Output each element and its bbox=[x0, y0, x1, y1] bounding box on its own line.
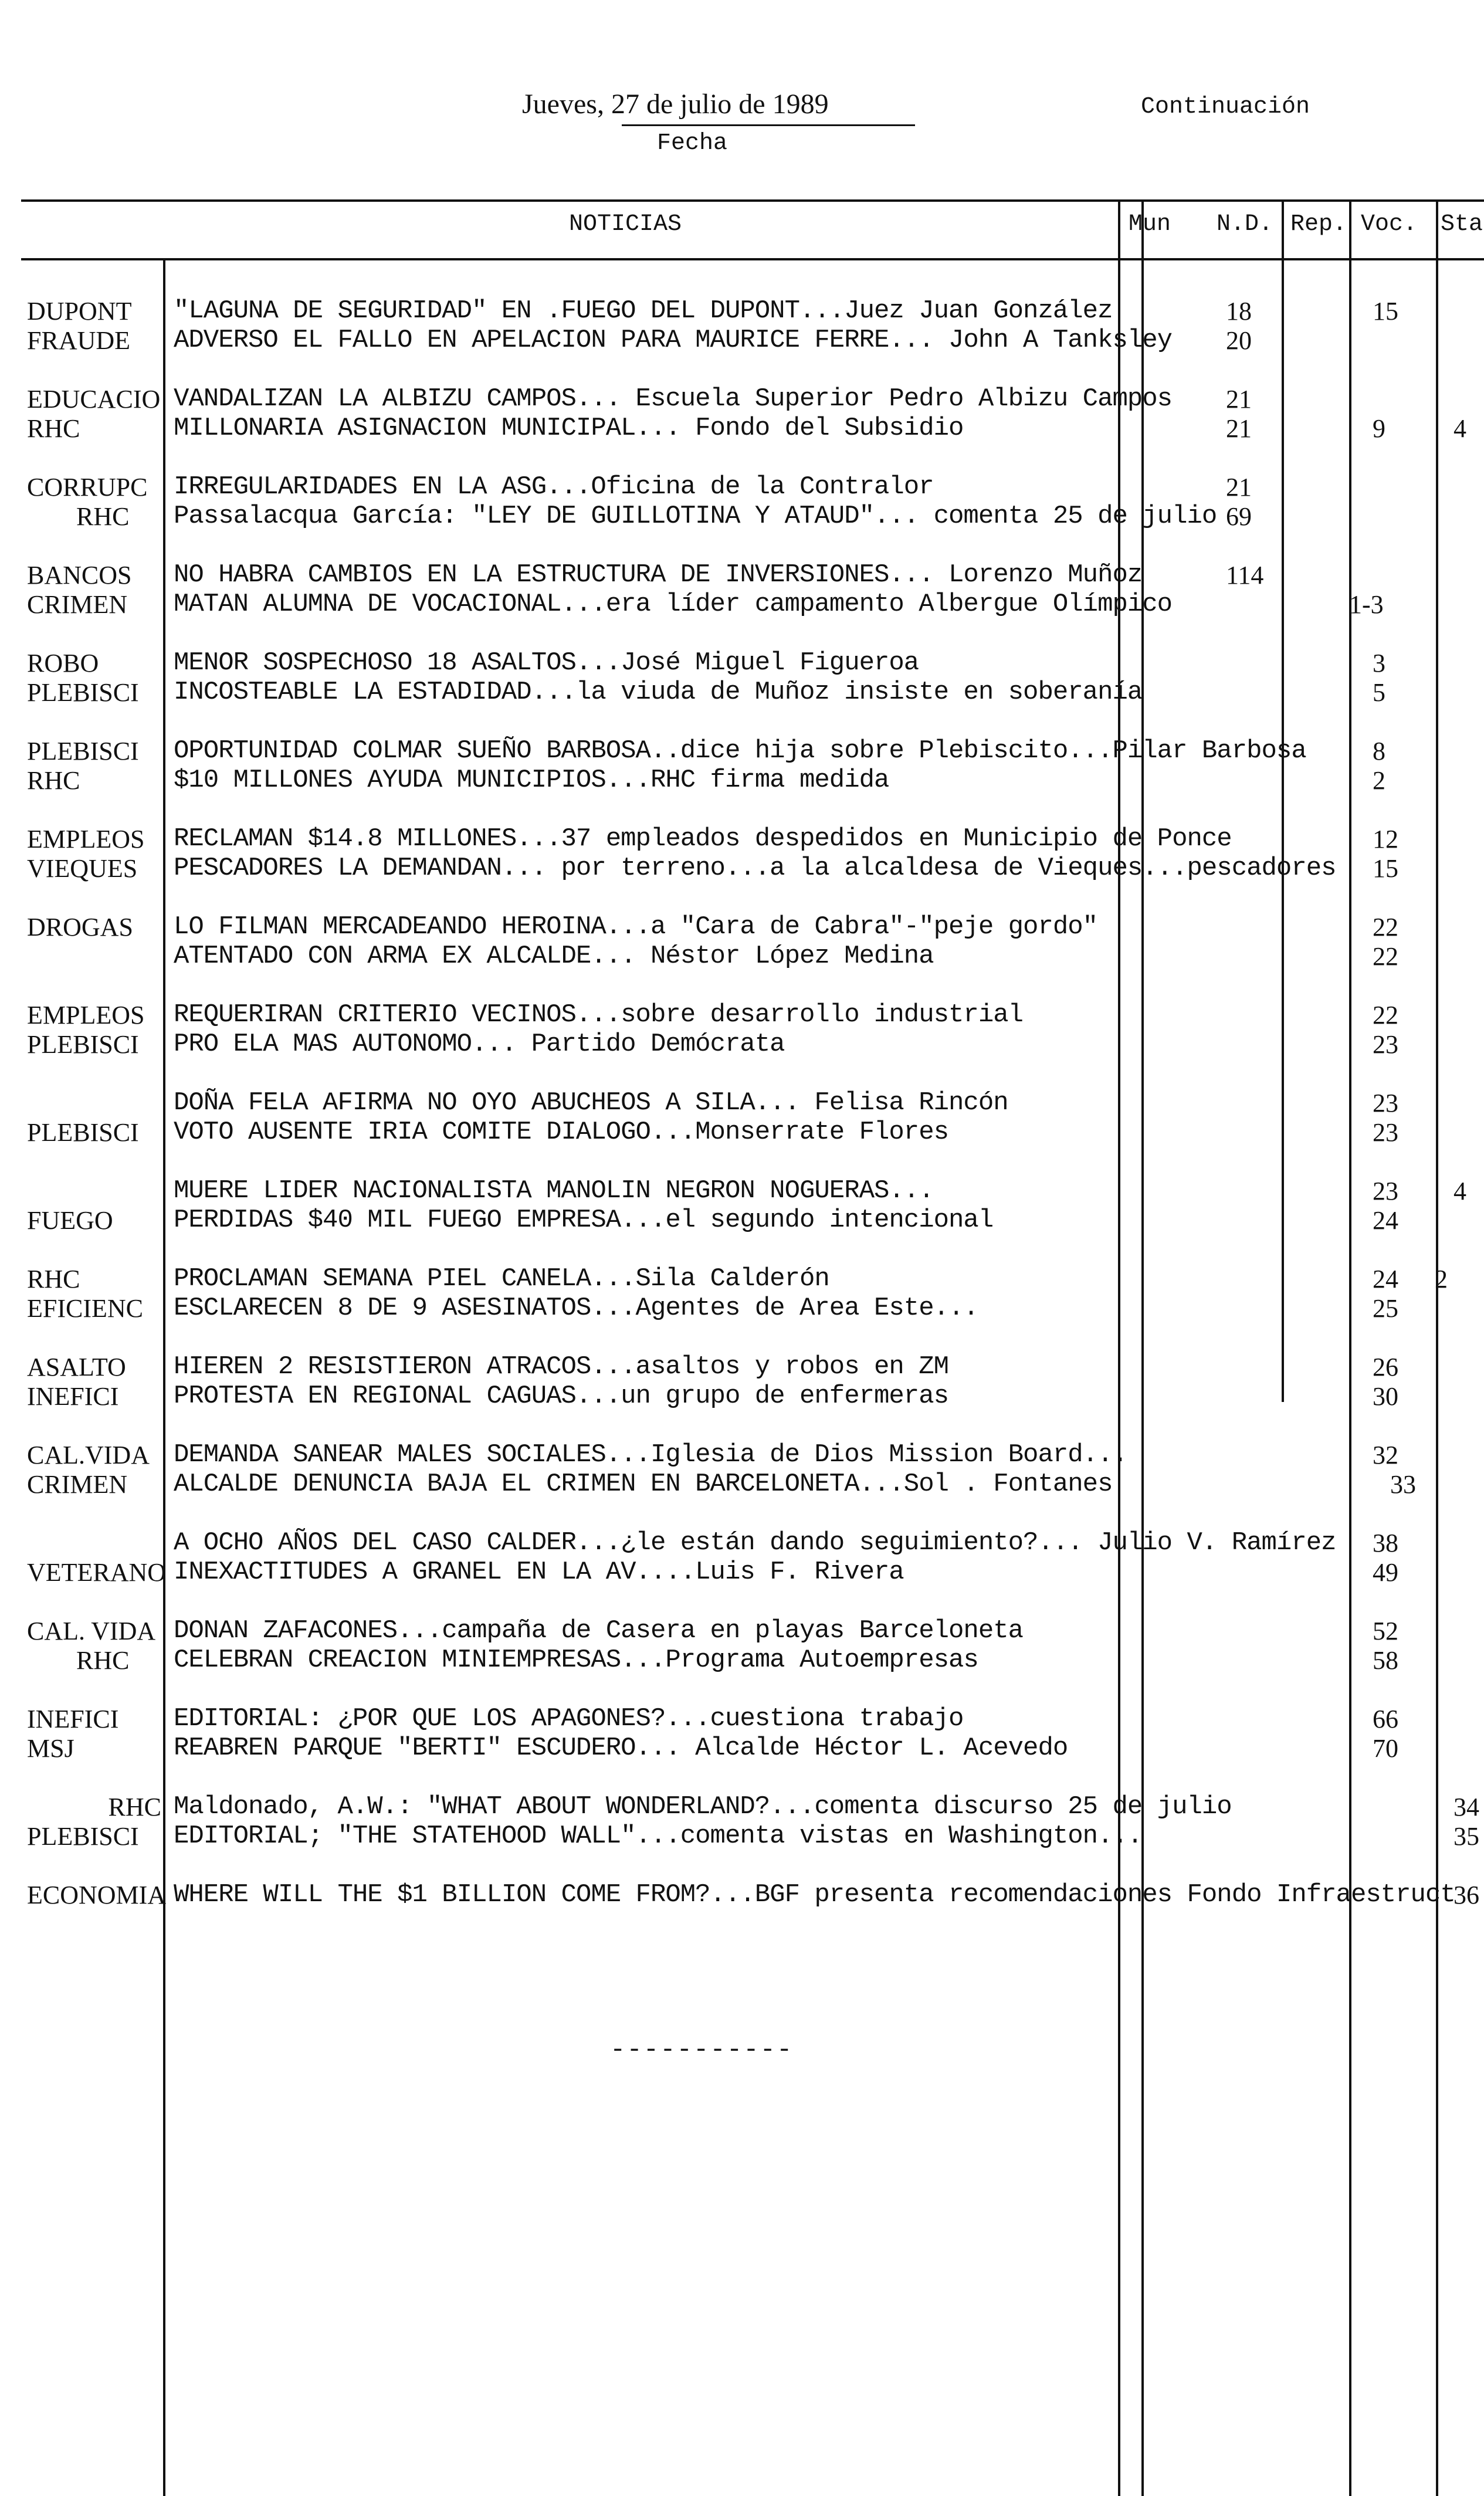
headline-text: REABREN PARQUE "BERTI" ESCUDERO... Alcalde Héctor L. Acevedo bbox=[174, 1733, 1068, 1763]
subject-tag: CRIMEN bbox=[27, 590, 128, 619]
subject-tag: FUEGO bbox=[27, 1206, 113, 1235]
table-row bbox=[0, 1352, 1484, 1381]
table-row bbox=[0, 1088, 1484, 1117]
subject-tag: PLEBISCI bbox=[27, 678, 139, 707]
nd-page: 21 bbox=[1226, 473, 1252, 502]
headline-text: WHERE WILL THE $1 BILLION COME FROM?...BGF presenta recomendaciones Fondo Infraestruct bbox=[174, 1880, 1455, 1909]
headline-text: PESCADORES LA DEMANDAN... por terreno...a la alcaldesa de Vieques...pescadores bbox=[174, 854, 1336, 883]
subject-tag: DUPONT bbox=[27, 297, 132, 326]
subject-tag: DROGAS bbox=[27, 913, 133, 941]
headline-text: ATENTADO CON ARMA EX ALCALDE... Néstor López Medina bbox=[174, 941, 934, 971]
table-top-rule bbox=[21, 199, 1484, 202]
voc-page: 23 bbox=[1373, 1177, 1398, 1205]
headline-text: VANDALIZAN LA ALBIZU CAMPOS... Escuela Superior Pedro Albizu Campos bbox=[174, 384, 1173, 414]
voc-page: 52 bbox=[1373, 1617, 1398, 1645]
headline-text: MATAN ALUMNA DE VOCACIONAL...era líder campamento Albergue Olímpico bbox=[174, 590, 1173, 619]
sta-page: 4 bbox=[1453, 414, 1466, 443]
table-row bbox=[0, 1704, 1484, 1733]
date-heading: Jueves, 27 de julio de 1989 bbox=[522, 89, 829, 120]
table-row bbox=[0, 1616, 1484, 1645]
table-row bbox=[0, 1117, 1484, 1147]
subject-tag: INEFICI bbox=[27, 1382, 119, 1411]
subject-tag: EDUCACIO bbox=[27, 385, 161, 414]
subject-tag: ASALTO bbox=[27, 1353, 126, 1381]
subject-tag: ROBO bbox=[27, 649, 99, 678]
nd-page: 114 bbox=[1226, 561, 1264, 590]
subject-tag: VIEQUES bbox=[27, 854, 138, 883]
headline-text: LO FILMAN MERCADEANDO HEROINA...a "Cara de Cabra"-"peje gordo" bbox=[174, 912, 1098, 941]
column-divider-mun-right bbox=[1141, 199, 1144, 2496]
table-row bbox=[0, 678, 1484, 707]
voc-page: 32 bbox=[1373, 1441, 1398, 1469]
voc-page: 12 bbox=[1373, 825, 1398, 854]
table-row bbox=[0, 1528, 1484, 1557]
column-header-noticias: NOTICIAS bbox=[569, 211, 682, 238]
date-underline bbox=[622, 124, 915, 126]
voc-page: 38 bbox=[1373, 1529, 1398, 1557]
subject-tag: CORRUPC bbox=[27, 473, 148, 502]
sta-page: 34 bbox=[1453, 1793, 1479, 1821]
table-row bbox=[0, 912, 1484, 941]
table-row bbox=[0, 824, 1484, 854]
table-row bbox=[0, 1440, 1484, 1469]
subject-tag: EMPLEOS bbox=[27, 1001, 145, 1029]
end-dashes: ----------- bbox=[610, 2036, 794, 2065]
table-row bbox=[0, 560, 1484, 590]
table-row bbox=[0, 1000, 1484, 1029]
voc-page: 23 bbox=[1373, 1030, 1398, 1059]
headline-text: MUERE LIDER NACIONALISTA MANOLIN NEGRON NOGUERAS... bbox=[174, 1176, 934, 1205]
table-row bbox=[0, 590, 1484, 619]
subject-tag: VETERANO bbox=[27, 1558, 167, 1587]
table-row bbox=[0, 1821, 1484, 1851]
nd-page: 69 bbox=[1226, 502, 1252, 531]
sta-page: 2 bbox=[1435, 1265, 1448, 1293]
headline-text: Maldonado, A.W.: "WHAT ABOUT WONDERLAND?...comenta discurso 25 de julio bbox=[174, 1792, 1232, 1821]
subject-tag: PLEBISCI bbox=[27, 1118, 139, 1147]
voc-page: 22 bbox=[1373, 1001, 1398, 1029]
voc-page: 25 bbox=[1373, 1294, 1398, 1323]
voc-page: 58 bbox=[1373, 1646, 1398, 1675]
voc-page: 15 bbox=[1373, 297, 1398, 326]
headline-text: PRO ELA MAS AUTONOMO... Partido Demócrata bbox=[174, 1029, 785, 1059]
table-row bbox=[0, 414, 1484, 443]
voc-page: 23 bbox=[1373, 1118, 1398, 1147]
subject-tag: RHC bbox=[27, 1265, 80, 1293]
subject-tag: RHC bbox=[76, 502, 130, 531]
table-header-rule bbox=[21, 258, 1484, 260]
headline-text: VOTO AUSENTE IRIA COMITE DIALOGO...Monserrate Flores bbox=[174, 1117, 949, 1147]
subject-tag: ECONOMIA bbox=[27, 1881, 167, 1909]
headline-text: INEXACTITUDES A GRANEL EN LA AV....Luis F. Rivera bbox=[174, 1557, 904, 1587]
voc-page: 22 bbox=[1373, 942, 1398, 971]
headline-text: DEMANDA SANEAR MALES SOCIALES...Iglesia de Dios Mission Board... bbox=[174, 1440, 1127, 1469]
voc-page: 24 bbox=[1373, 1265, 1398, 1293]
table-row bbox=[0, 472, 1484, 502]
nd-page: 21 bbox=[1226, 414, 1252, 443]
table-row bbox=[0, 1029, 1484, 1059]
table-row bbox=[0, 1264, 1484, 1293]
table-row bbox=[0, 1469, 1484, 1499]
voc-page: 9 bbox=[1373, 414, 1385, 443]
table-row bbox=[0, 296, 1484, 326]
headline-text: PROCLAMAN SEMANA PIEL CANELA...Sila Calderón bbox=[174, 1264, 829, 1293]
subject-tag: PLEBISCI bbox=[27, 1030, 139, 1059]
table-row bbox=[0, 766, 1484, 795]
headline-text: NO HABRA CAMBIOS EN LA ESTRUCTURA DE INVERSIONES... Lorenzo Muñoz bbox=[174, 560, 1143, 590]
sta-page: 4 bbox=[1453, 1177, 1466, 1205]
subject-tag: RHC bbox=[108, 1793, 161, 1821]
subject-tag: PLEBISCI bbox=[27, 1822, 139, 1851]
subject-tag: RHC bbox=[27, 766, 80, 795]
voc-page: 22 bbox=[1373, 913, 1398, 941]
headline-text: PROTESTA EN REGIONAL CAGUAS...un grupo de enfermeras bbox=[174, 1381, 949, 1411]
subject-tag: CAL.VIDA bbox=[27, 1441, 150, 1469]
voc-page: 33 bbox=[1390, 1470, 1416, 1499]
sta-page: 35 bbox=[1453, 1822, 1479, 1851]
continuation-label: Continuación bbox=[1141, 94, 1310, 120]
subject-tag: EMPLEOS bbox=[27, 825, 145, 854]
headline-text: REQUERIRAN CRITERIO VECINOS...sobre desarrollo industrial bbox=[174, 1000, 1024, 1029]
voc-page: 8 bbox=[1373, 737, 1385, 766]
subject-tag: FRAUDE bbox=[27, 326, 131, 355]
voc-page: 30 bbox=[1373, 1382, 1398, 1411]
headline-text: Passalacqua García: "LEY DE GUILLOTINA Y ATAUD"... comenta 25 de julio bbox=[174, 502, 1217, 531]
headline-text: HIEREN 2 RESISTIERON ATRACOS...asaltos y robos en ZM bbox=[174, 1352, 949, 1381]
subject-tag: CAL. VIDA bbox=[27, 1617, 156, 1645]
table-row bbox=[0, 1792, 1484, 1821]
headline-text: "LAGUNA DE SEGURIDAD" EN .FUEGO DEL DUPONT...Juez Juan González bbox=[174, 296, 1113, 326]
headline-text: $10 MILLONES AYUDA MUNICIPIOS...RHC firma medida bbox=[174, 766, 889, 795]
column-divider-rep bbox=[1349, 199, 1351, 2496]
table-row bbox=[0, 1645, 1484, 1675]
table-row bbox=[0, 1205, 1484, 1235]
headline-text: DOÑA FELA AFIRMA NO OYO ABUCHEOS A SILA... Felisa Rincón bbox=[174, 1088, 1008, 1117]
voc-page: 23 bbox=[1373, 1089, 1398, 1117]
voc-page: 3 bbox=[1373, 649, 1385, 678]
headline-text: A OCHO AÑOS DEL CASO CALDER...¿le están dando seguimiento?... Julio V. Ramírez bbox=[174, 1528, 1336, 1557]
subject-tag: PLEBISCI bbox=[27, 737, 139, 766]
headline-text: ESCLARECEN 8 DE 9 ASESINATOS...Agentes de Area Este... bbox=[174, 1293, 978, 1323]
headline-text: EDITORIAL; "THE STATEHOOD WALL"...comenta vistas en Washington... bbox=[174, 1821, 1143, 1851]
voc-page: 26 bbox=[1373, 1353, 1398, 1381]
table-row bbox=[0, 854, 1484, 883]
subject-tag: RHC bbox=[76, 1646, 130, 1675]
table-row bbox=[0, 648, 1484, 678]
headline-text: DONAN ZAFACONES...campaña de Casera en playas Barceloneta bbox=[174, 1616, 1024, 1645]
voc-page: 66 bbox=[1373, 1705, 1398, 1733]
voc-page: 1-3 bbox=[1349, 590, 1384, 619]
subject-tag: EFICIENC bbox=[27, 1294, 143, 1323]
subject-tag: MSJ bbox=[27, 1734, 74, 1763]
column-header-rep: Rep. bbox=[1290, 211, 1347, 238]
nd-page: 18 bbox=[1226, 297, 1252, 326]
column-header-sta: Sta bbox=[1441, 211, 1483, 238]
headline-text: CELEBRAN CREACION MINIEMPRESAS...Programa Autoempresas bbox=[174, 1645, 978, 1675]
headline-text: MILLONARIA ASIGNACION MUNICIPAL... Fondo del Subsidio bbox=[174, 414, 964, 443]
headline-text: OPORTUNIDAD COLMAR SUEÑO BARBOSA..dice hija sobre Plebiscito...Pilar Barbosa bbox=[174, 736, 1306, 766]
sta-page: 36 bbox=[1453, 1881, 1479, 1909]
table-row bbox=[0, 1381, 1484, 1411]
table-row bbox=[0, 326, 1484, 355]
column-divider-voc bbox=[1436, 199, 1438, 2496]
voc-page: 15 bbox=[1373, 854, 1398, 883]
subject-tag: BANCOS bbox=[27, 561, 132, 590]
headline-text: RECLAMAN $14.8 MILLONES...37 empleados despedidos en Municipio de Ponce bbox=[174, 824, 1232, 854]
column-header-nd: N.D. bbox=[1217, 211, 1273, 238]
headline-text: INCOSTEABLE LA ESTADIDAD...la viuda de Muñoz insiste en soberanía bbox=[174, 678, 1143, 707]
voc-page: 24 bbox=[1373, 1206, 1398, 1235]
table-row bbox=[0, 384, 1484, 414]
headline-text: EDITORIAL: ¿POR QUE LOS APAGONES?...cuestiona trabajo bbox=[174, 1704, 964, 1733]
date-label: Fecha bbox=[657, 130, 728, 157]
table-row bbox=[0, 1733, 1484, 1763]
table-row bbox=[0, 502, 1484, 531]
headline-text: PERDIDAS $40 MIL FUEGO EMPRESA...el segundo intencional bbox=[174, 1205, 994, 1235]
voc-page: 49 bbox=[1373, 1558, 1398, 1587]
nd-page: 20 bbox=[1226, 326, 1252, 355]
table-row bbox=[0, 1176, 1484, 1205]
subject-tag: INEFICI bbox=[27, 1705, 119, 1733]
column-header-voc: Voc. bbox=[1361, 211, 1418, 238]
headline-text: ALCALDE DENUNCIA BAJA EL CRIMEN EN BARCELONETA...Sol . Fontanes bbox=[174, 1469, 1113, 1499]
table-row bbox=[0, 1293, 1484, 1323]
subject-tag: CRIMEN bbox=[27, 1470, 128, 1499]
table-row bbox=[0, 1880, 1484, 1909]
headline-text: IRREGULARIDADES EN LA ASG...Oficina de la Contralor bbox=[174, 472, 934, 502]
table-row bbox=[0, 1557, 1484, 1587]
headline-text: MENOR SOSPECHOSO 18 ASALTOS...José Miguel Figueroa bbox=[174, 648, 919, 678]
column-header-mun: Mun bbox=[1129, 211, 1171, 238]
voc-page: 2 bbox=[1373, 766, 1385, 795]
voc-page: 70 bbox=[1373, 1734, 1398, 1763]
table-row bbox=[0, 941, 1484, 971]
column-divider-mun bbox=[1118, 199, 1120, 2496]
subject-tag: RHC bbox=[27, 414, 80, 443]
voc-page: 5 bbox=[1373, 678, 1385, 707]
nd-page: 21 bbox=[1226, 385, 1252, 414]
headline-text: ADVERSO EL FALLO EN APELACION PARA MAURICE FERRE... John A Tanksley bbox=[174, 326, 1173, 355]
table-row bbox=[0, 736, 1484, 766]
